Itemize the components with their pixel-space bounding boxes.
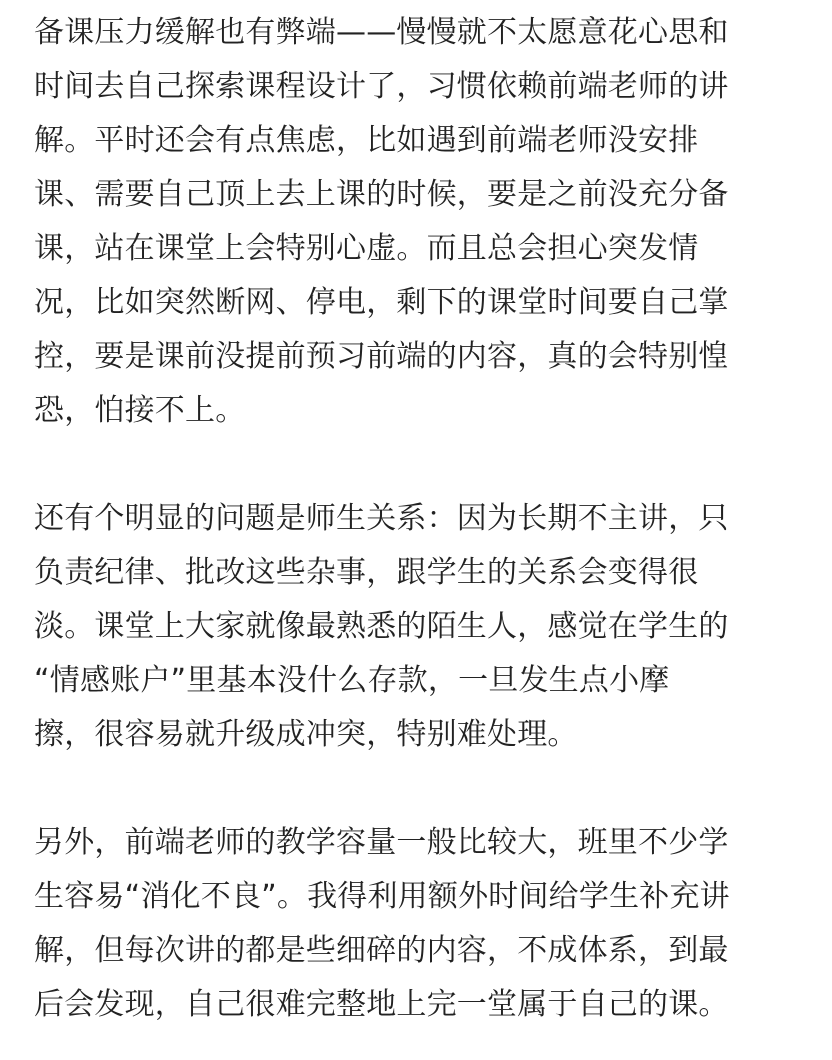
text-line: 况，比如突然断网、停电，剩下的课堂时间要自己掌 bbox=[34, 285, 729, 320]
text-line: 备课压力缓解也有弊端——慢慢就不太愿意花心思和 bbox=[34, 15, 729, 50]
text-line: 解，但每次讲的都是些细碎的内容，不成体系，到最 bbox=[34, 933, 729, 968]
paragraph-teacher-student-relation bbox=[34, 492, 814, 762]
text-line: 课、需要自己顶上去上课的时候，要是之前没充分备 bbox=[34, 177, 729, 212]
text-line: 另外，前端老师的教学容量一般比较大，班里不少学 bbox=[34, 825, 729, 860]
text-line: 负责纪律、批改这些杂事，跟学生的关系会变得很 bbox=[34, 555, 699, 590]
text-line: 控，要是课前没提前预习前端的内容，真的会特别惶 bbox=[34, 339, 729, 374]
paragraph-prep-pressure bbox=[34, 6, 814, 438]
text-line: 解。平时还会有点焦虑，比如遇到前端老师没安排 bbox=[34, 123, 699, 158]
text-line: 还有个明显的问题是师生关系：因为长期不主讲，只 bbox=[34, 501, 729, 536]
text-line: 课，站在课堂上会特别心虚。而且总会担心突发情 bbox=[34, 231, 699, 266]
text-line: 后会发现，自己很难完整地上完一堂属于自己的课。 bbox=[34, 987, 729, 1022]
text-line: 生容易“消化不良”。我得利用额外时间给学生补充讲 bbox=[34, 879, 730, 914]
text-line: 淡。课堂上大家就像最熟悉的陌生人，感觉在学生的 bbox=[34, 609, 729, 644]
paragraph-teaching-capacity bbox=[34, 816, 814, 1032]
text-line: 时间去自己探索课程设计了，习惯依赖前端老师的讲 bbox=[34, 69, 729, 104]
article-body bbox=[34, 6, 814, 1032]
text-line: 擦，很容易就升级成冲突，特别难处理。 bbox=[34, 717, 578, 752]
text-line: “情感账户”里基本没什么存款，一旦发生点小摩 bbox=[34, 663, 670, 698]
text-line: 恐，怕接不上。 bbox=[34, 393, 246, 428]
